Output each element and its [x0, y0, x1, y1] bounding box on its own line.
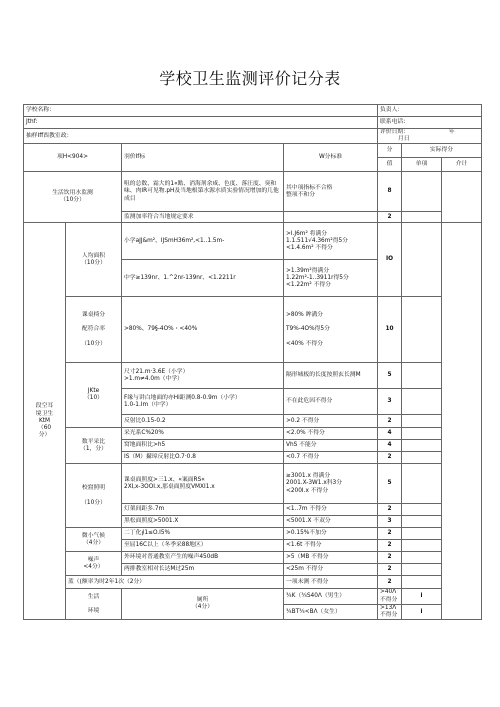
lighting-single-1[interactable] — [402, 464, 442, 504]
lighting-standard-2: <1..7m 不得分 — [284, 504, 378, 516]
lighting-value-3: 3 — [378, 516, 402, 528]
daylight-item: 数平采比 （1，分） — [66, 428, 122, 464]
eval-date-field — [378, 129, 482, 144]
daylight-single-1[interactable] — [402, 428, 442, 440]
table-row — [24, 576, 482, 589]
lighting-standard-3: <5001.X 不双分 — [284, 516, 378, 528]
table-row — [24, 589, 482, 604]
lighting-single-2[interactable] — [402, 504, 442, 516]
col-indicator: 羽价If标 — [122, 144, 284, 172]
area-indicator-1: 小学aJJ&m²、IJSmH36m²,<1..1.5m- — [122, 223, 284, 260]
address-label: Jthf: — [24, 117, 378, 129]
area-indicator-2: 中学≥139nr、1.^2nr-139nr、<1.2211r — [122, 260, 284, 297]
noise-indicator-2: 两排教室相对长达M过25m — [122, 564, 284, 576]
blackboard-standard-3: >0.2 不得分 — [284, 415, 378, 428]
header-row-address — [24, 117, 482, 129]
month-day-label: 月日 — [398, 136, 410, 143]
noise-value-1: 2 — [378, 552, 402, 564]
phone-label: 联系电话: — [378, 117, 482, 129]
daylight-standard-1: <2.0% 不得分 — [284, 428, 378, 440]
microclimate-standard-2: <1.6t 不得分 — [284, 540, 378, 552]
evaluation-table — [23, 104, 482, 620]
blackboard-value-2: 3 — [378, 389, 402, 415]
blackboard-standard-2: 不在此危因不得分 — [284, 389, 378, 415]
microclimate-value-1: 2 — [378, 528, 402, 540]
blackboard-value-3: 2 — [378, 415, 402, 428]
lighting-item: 校窟照明 （10分） — [66, 464, 122, 528]
noise-value-2: 2 — [378, 564, 402, 576]
sample-class-label: 抽样Iff酉教室政： — [24, 129, 378, 144]
header-row-school — [24, 105, 482, 117]
year-label: 年 — [448, 129, 455, 135]
noise-standard-2: <25m 不得分 — [284, 564, 378, 576]
eval-date-label: 评价日期： — [380, 129, 409, 135]
lighting-indicator-2: 灯架间距多.7m — [122, 504, 284, 516]
daylight-indicator-1: 采光系C%20% — [122, 428, 284, 440]
frequency-single[interactable] — [402, 576, 442, 589]
microclimate-value-2: 2 — [378, 540, 402, 552]
desk-indicator: >80%、79§-4O%・<40% — [122, 297, 284, 363]
daylight-value-3: 2 — [378, 452, 402, 464]
col-score-b: 值 — [378, 158, 402, 172]
toilet-standard-1: >40Λ 不得分 — [378, 589, 402, 604]
water-indicator-2: 监测加率符合当地规定要求 — [122, 212, 284, 223]
lighting-indicator-1: 课桌面照度>三1.x、«案面RS« 2Ⅺ,x-3OOI.x,那桌面照度VMXI1.x — [122, 464, 284, 504]
microclimate-single-1[interactable] — [402, 528, 442, 540]
col-item: 项H<904> — [24, 144, 122, 172]
area-single[interactable] — [402, 223, 442, 297]
lighting-standard-1: ≥3001.x 得满分 2001.X-3W1.x科3分 <200Ⅰ.x 不得分 — [284, 464, 378, 504]
blackboard-item: JKte （10） — [66, 363, 122, 428]
table-row — [24, 223, 482, 260]
toilet-indicator-1: ¾K（¾S40Λ（男生） — [284, 589, 378, 604]
water-value-2: 2 — [378, 212, 402, 223]
noise-single-1[interactable] — [402, 552, 442, 564]
header-row-date — [24, 129, 482, 144]
water-single-1[interactable] — [402, 172, 442, 212]
noise-item: 噪声 <4分） — [66, 552, 122, 576]
daylight-value-2: 4 — [378, 440, 402, 452]
env-total[interactable] — [442, 223, 482, 620]
blackboard-indicator-3: 反射比0.15-0.2 — [122, 415, 284, 428]
env-group-label: 段空耳 境卫生 KtM （60 分） — [24, 223, 66, 620]
noise-indicator-1: 外环境对普通教室产生的噪声450dB — [122, 552, 284, 564]
toilet-value-2: i — [402, 604, 442, 619]
table-row — [24, 172, 482, 212]
blackboard-single-2[interactable] — [402, 389, 442, 415]
frequency-indicator: 蓝（(额率为时2年1次（2分） — [66, 576, 284, 589]
microclimate-indicator-1: 二丁化∮1≤O.I5% — [122, 528, 284, 540]
daylight-standard-2: VhS 不能分 — [284, 440, 378, 452]
column-header-row — [24, 144, 482, 158]
lighting-value-2: 2 — [378, 504, 402, 516]
microclimate-item: 微小气候 （4分） — [66, 528, 122, 552]
area-standard-2: >1.39m²得满分 1.22m²-1..3911r得5分 <1.22m² 不得分 — [284, 260, 378, 297]
daylight-value-1: 4 — [378, 428, 402, 440]
daylight-single-3[interactable] — [402, 452, 442, 464]
toilet-standard-2: >13Λ 不得分 — [378, 604, 402, 619]
col-score-a: 分 — [378, 144, 402, 158]
table-row — [24, 363, 482, 389]
water-indicator-1: 咀的总数、霜大的1«黠、消海剂余咸、色度、落汪度、臭和味、肉IR可见物.pH及当地根第水源水质实验情况增加的几他成目 — [122, 172, 284, 212]
area-value: IO — [378, 223, 402, 297]
water-single-2[interactable] — [402, 212, 442, 223]
microclimate-indicator-2: 至屈16C以上（冬季采88地区） — [122, 540, 284, 552]
person-label: 负责人： — [378, 105, 482, 117]
desk-single[interactable] — [402, 297, 442, 363]
col-total: 介计 — [442, 158, 482, 172]
desk-standard: >80% 眸溝分 T9%-4O%得5分 <40% 不得分 — [284, 297, 378, 363]
toilet-item: 厕所 （4分） — [122, 589, 284, 620]
water-standard-2 — [284, 212, 378, 223]
daylight-standard-3: <0.7 不得分 — [284, 452, 378, 464]
noise-single-2[interactable] — [402, 564, 442, 576]
col-single: 单项 — [402, 158, 442, 172]
frequency-value: 2 — [378, 576, 402, 589]
desk-item: 课桌椅分 配符合率 （10分） — [66, 297, 122, 363]
water-total[interactable] — [442, 172, 482, 223]
water-item: 生活饮用水监测 （10分） — [24, 172, 122, 223]
page-title: 学校卫生监测评价记分表 — [159, 69, 341, 88]
area-item: 人均面积 （10分） — [66, 223, 122, 297]
area-standard-1: >I.J6m² 将满分 1.1.511√4.36m²得5分 <1.4.6m² 不得分 — [284, 223, 378, 260]
blackboard-indicator-1: 尺寸21.m·3.6E（小学） >1.m≠4.0m（中学） — [122, 363, 284, 389]
toilet-value-1: i — [402, 589, 442, 604]
daylight-indicator-3: IS（M）攝璋反射比O.7·0.8 — [122, 452, 284, 464]
col-actual: 实际得分 — [402, 144, 482, 158]
microclimate-standard-1: >0.15%不加分 — [284, 528, 378, 540]
blackboard-single-3[interactable] — [402, 415, 442, 428]
daylight-single-2[interactable] — [402, 440, 442, 452]
table-row — [24, 464, 482, 504]
water-standard-1: 其中项指标不合格 整项不和分 — [284, 172, 378, 212]
school-name-label: 学校名称： — [24, 105, 378, 117]
blackboard-standard-1: 隔形城板的长度按照玄长测M — [284, 363, 378, 389]
lighting-value-1: 5 — [378, 464, 402, 504]
lighting-single-3[interactable] — [402, 516, 442, 528]
col-standard: W分标准 — [284, 144, 378, 172]
frequency-standard: 一项未测 不得分 — [284, 576, 378, 589]
life-group-label: 生活 环境 — [66, 589, 122, 620]
table-row — [24, 297, 482, 363]
noise-standard-1: >5（MB 不得分 — [284, 552, 378, 564]
blackboard-indicator-2: F缘与讲白地面的亦Hi距测0.8-0.9m（小学） 1.0-1.Im（中学） — [122, 389, 284, 415]
lighting-indicator-3: 黑松面照度>5001.X — [122, 516, 284, 528]
blackboard-single-1[interactable] — [402, 363, 442, 389]
daylight-indicator-2: 窝地面积比>h5 — [122, 440, 284, 452]
toilet-indicator-2: ¾BT¾<BΛ（女生） — [284, 604, 378, 619]
table-row — [24, 552, 482, 564]
table-row — [24, 428, 482, 440]
water-value-1: 8 — [378, 172, 402, 212]
microclimate-single-2[interactable] — [402, 540, 442, 552]
table-row — [24, 528, 482, 540]
desk-value: 10 — [378, 297, 402, 363]
blackboard-value-1: 5 — [378, 363, 402, 389]
